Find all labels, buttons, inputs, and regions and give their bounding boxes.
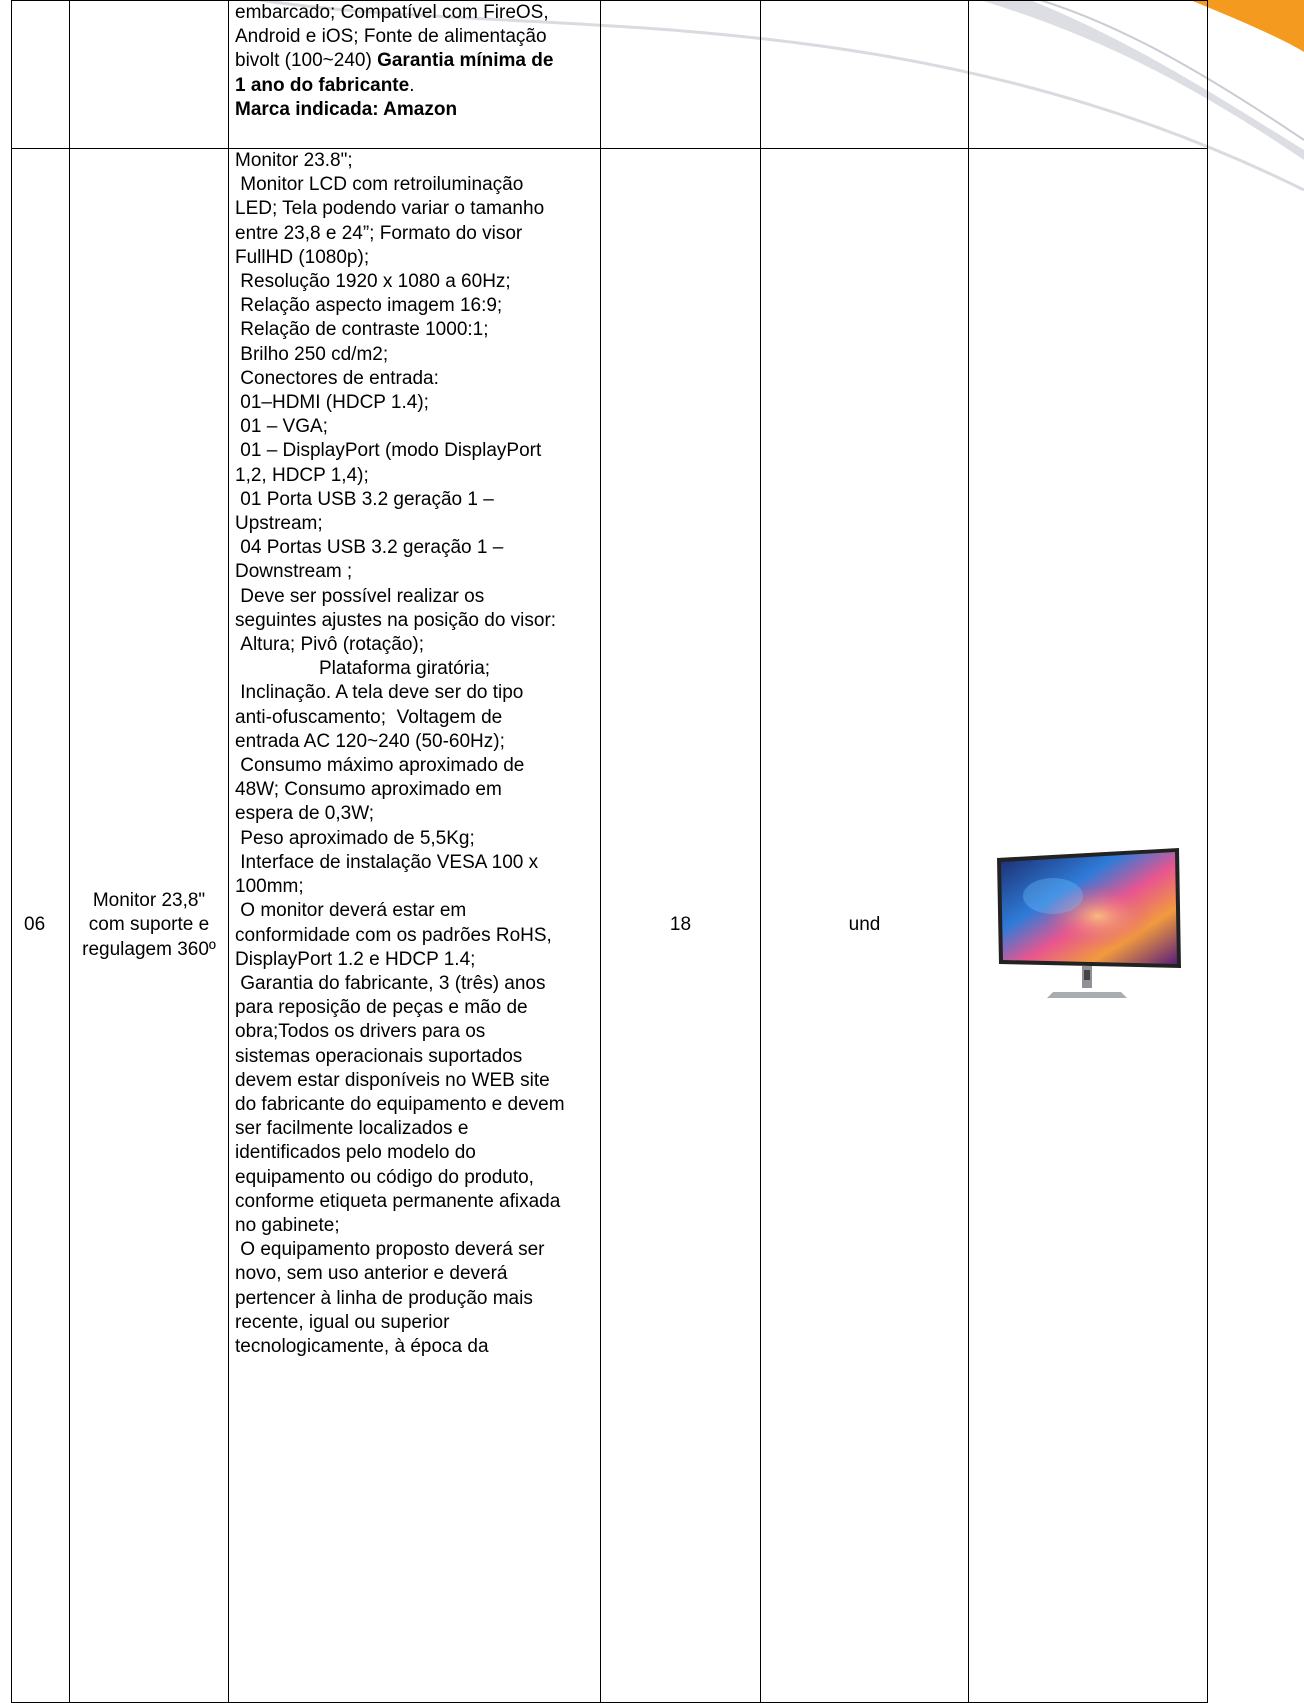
- description-line: O equipamento proposto deverá ser: [235, 1239, 545, 1261]
- description-line: Altura; Pivô (rotação);: [235, 634, 425, 656]
- item-unit: und: [761, 149, 969, 1703]
- item-number-cell: [12, 1, 70, 149]
- description-line: identificados pelo modelo do: [235, 1142, 476, 1164]
- description-line: Plataforma giratória;: [319, 658, 491, 680]
- description-line: Relação aspecto imagem 16:9;: [235, 295, 503, 317]
- description-line: LED; Tela podendo variar o tamanho: [235, 198, 545, 220]
- item-number: 06: [12, 149, 70, 1703]
- description-line: Consumo máximo aproximado de: [235, 755, 525, 777]
- description-line: sistemas operacionais suportados: [235, 1045, 523, 1067]
- description-line: bivolt (100~240): [235, 50, 378, 72]
- description-line: conforme etiqueta permanente afixada: [235, 1190, 561, 1212]
- warranty-text: Garantia mínima de: [377, 50, 554, 72]
- description-line: tecnologicamente, à época da: [235, 1335, 489, 1357]
- unit-cell: [761, 1, 969, 149]
- description-line: do fabricante do equipamento e devem: [235, 1093, 565, 1115]
- description-line: ser facilmente localizados e: [235, 1118, 469, 1140]
- description-line: 01 – DisplayPort (modo DisplayPort: [235, 440, 542, 462]
- image-cell: [969, 1, 1208, 149]
- description-line: FullHD (1080p);: [235, 246, 370, 268]
- quantity-cell: [601, 1, 761, 149]
- description-line: embarcado; Compatível com FireOS,: [235, 2, 549, 23]
- description-line: para reposição de peças e mão de: [235, 997, 528, 1019]
- description-line: Downstream ;: [235, 561, 353, 583]
- description-line: .: [409, 74, 415, 96]
- item-name-cell: [70, 1, 229, 149]
- description-line: O monitor deverá estar em: [235, 900, 467, 922]
- description-line: conformidade com os padrões RoHS,: [235, 924, 552, 946]
- description-line: novo, sem uso anterior e deverá: [235, 1263, 508, 1285]
- description-line: Interface de instalação VESA 100 x: [235, 851, 539, 873]
- table-row: [12, 149, 1208, 1703]
- description-line: DisplayPort 1.2 e HDCP 1.4;: [235, 948, 476, 970]
- item-name: Monitor 23,8" com suporte e regulagem 360º: [70, 149, 229, 1703]
- monitor-image: [993, 846, 1183, 1006]
- description-line: Inclinação. A tela deve ser do tipo: [235, 682, 524, 704]
- description-line: pertencer à linha de produção mais: [235, 1287, 533, 1309]
- table-row: [12, 1, 1208, 149]
- description-line: 01–HDMI (HDCP 1.4);: [235, 392, 429, 414]
- description-line: Relação de contraste 1000:1;: [235, 319, 489, 341]
- item-description: [229, 149, 601, 1703]
- description-line: Conectores de entrada:: [235, 367, 439, 389]
- description-line: 04 Portas USB 3.2 geração 1 –: [235, 537, 504, 559]
- description-line: Deve ser possível realizar os: [235, 585, 485, 607]
- description-line: no gabinete;: [235, 1214, 340, 1236]
- description-line: recente, igual ou superior: [235, 1311, 450, 1333]
- description-line: 100mm;: [235, 876, 304, 898]
- description-line: anti-ofuscamento; Voltagem de: [235, 706, 503, 728]
- description-line: 48W; Consumo aproximado em: [235, 779, 502, 801]
- description-line: espera de 0,3W;: [235, 803, 375, 825]
- description-line: Android e iOS; Fonte de alimentação: [235, 26, 547, 48]
- description-line: entrada AC 120~240 (50-60Hz);: [235, 730, 505, 752]
- description-line: 01 – VGA;: [235, 416, 328, 438]
- item-description-cell: [229, 1, 601, 149]
- description-line: Monitor 23.8";: [235, 150, 353, 171]
- description-line: Upstream;: [235, 513, 323, 535]
- description-line: 01 Porta USB 3.2 geração 1 –: [235, 488, 494, 510]
- product-image-cell: [969, 149, 1208, 1703]
- description-line: equipamento ou código do produto,: [235, 1166, 534, 1188]
- description-line: Peso aproximado de 5,5Kg;: [235, 827, 475, 849]
- description-line: Garantia do fabricante, 3 (três) anos: [235, 972, 546, 994]
- description-line: devem estar disponíveis no WEB site: [235, 1069, 550, 1091]
- description-line: seguintes ajustes na posição do visor:: [235, 609, 557, 631]
- item-quantity: 18: [601, 149, 761, 1703]
- warranty-text: 1 ano do fabricante: [235, 74, 410, 96]
- description-line: 1,2, HDCP 1,4);: [235, 464, 369, 486]
- description-line: entre 23,8 e 24”; Formato do visor: [235, 222, 523, 244]
- description-line: obra;Todos os drivers para os: [235, 1021, 486, 1043]
- description-line: Resolução 1920 x 1080 a 60Hz;: [235, 271, 511, 293]
- description-line: Brilho 250 cd/m2;: [235, 343, 389, 365]
- specification-table: [11, 0, 1208, 1703]
- brand-indication: Marca indicada: Amazon: [235, 98, 458, 120]
- description-line: Monitor LCD com retroiluminação: [235, 174, 524, 196]
